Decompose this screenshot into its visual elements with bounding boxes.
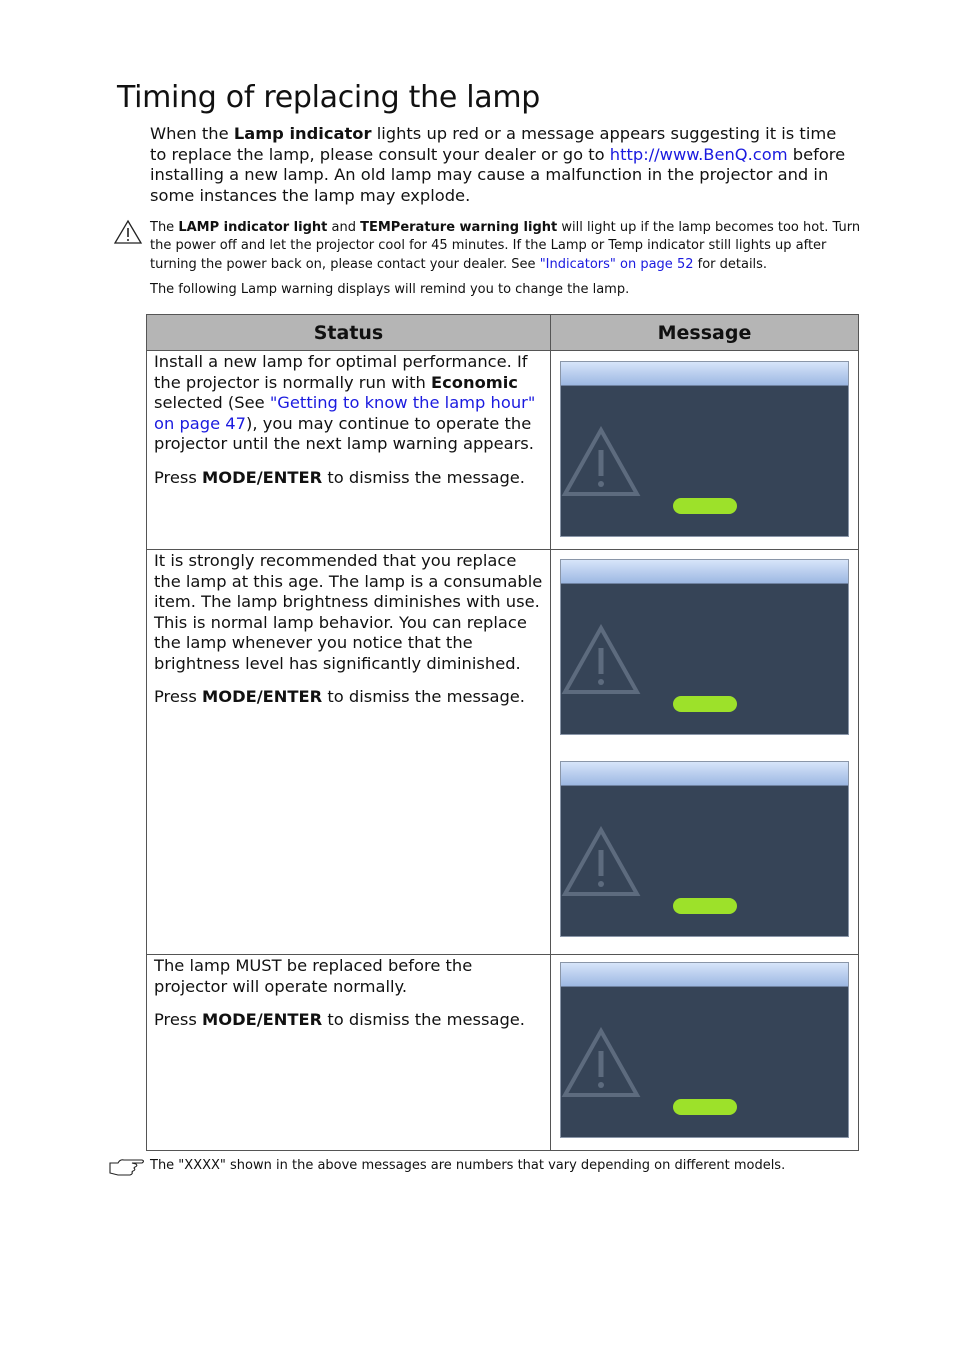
lamp-warning-osd	[560, 559, 849, 735]
benq-website-link[interactable]: http://www.BenQ.com	[609, 144, 788, 164]
economic-mode-term: Economic	[431, 372, 518, 392]
mode-enter-key: MODE/ENTER	[202, 687, 323, 706]
osd-ok-button	[673, 898, 737, 914]
caution-paragraph	[150, 219, 862, 274]
osd-title-bar	[561, 762, 848, 786]
status-cell	[147, 351, 551, 550]
status-description: It is strongly recommended that you replace the lamp at this age. The lamp is a consumable item. The lamp brightness diminishes with use. This is normal lamp behavior. You can replace the lamp whenever you notice that the brightness level has significantly diminished.	[154, 551, 543, 673]
dismiss-instruction	[154, 468, 543, 489]
table-row	[147, 955, 859, 1151]
intro-text: lights up red or a message appears suggesting it is time to replace the lamp, please consult your dealer or go to	[150, 124, 837, 164]
intro-paragraph	[150, 124, 850, 206]
status-description	[154, 352, 543, 455]
osd-ok-button	[673, 498, 737, 514]
osd-title-bar	[561, 362, 848, 386]
status-text: ), you may continue to operate the projector until the next lamp warning appears.	[154, 413, 534, 453]
indicators-page-link[interactable]: "Indicators" on page 52	[539, 256, 694, 272]
footnote: The "XXXX" shown in the above messages are numbers that vary depending on different models.	[150, 1158, 786, 1173]
temp-warning-light-term: TEMPerature warning light	[360, 220, 558, 235]
osd-title-bar	[561, 963, 848, 987]
caution-text: will light up if the lamp becomes too hot. Turn the power off and let the projector cool for 45 minutes. If the Lamp or Temp indicator still lights up after turning the power back on, please contact your dealer. See	[150, 220, 861, 272]
status-text: selected (See	[154, 393, 270, 412]
lamp-warning-osd	[560, 962, 849, 1138]
lamp-indicator-term: Lamp indicator	[233, 124, 372, 143]
warning-triangle-icon	[561, 624, 641, 696]
press-text: Press	[154, 687, 203, 706]
caution-icon	[113, 219, 143, 245]
press-text: to dismiss the message.	[322, 467, 525, 487]
message-cell	[551, 351, 859, 550]
caution-text: and	[327, 220, 361, 235]
mode-enter-key: MODE/ENTER	[202, 467, 323, 487]
osd-ok-button	[673, 696, 737, 712]
lamp-warning-osd	[560, 761, 849, 937]
message-cell	[551, 955, 859, 1151]
dismiss-instruction	[154, 687, 543, 708]
mode-enter-key: MODE/ENTER	[202, 1010, 323, 1029]
dismiss-instruction	[154, 1010, 543, 1031]
lamp-indicator-light-term: LAMP indicator light	[178, 220, 328, 235]
caution-text: The	[150, 220, 179, 235]
press-text: to dismiss the message.	[322, 1010, 525, 1029]
lead-sentence: The following Lamp warning displays will remind you to change the lamp.	[150, 282, 630, 297]
press-text: Press	[154, 1010, 203, 1029]
osd-title-bar	[561, 560, 848, 584]
table-header-row	[147, 315, 859, 351]
intro-text: before installing a new lamp. An old lamp may cause a malfunction in the projector and in some instances the lamp may explode.	[150, 144, 846, 205]
pointing-hand-icon	[108, 1157, 146, 1177]
intro-text: When the	[150, 124, 234, 143]
press-text: to dismiss the message.	[322, 687, 525, 706]
osd-ok-button	[673, 1099, 737, 1115]
page-title: Timing of replacing the lamp	[117, 80, 541, 115]
status-description: The lamp MUST be replaced before the projector will operate normally.	[154, 956, 473, 996]
status-cell	[147, 955, 551, 1151]
status-cell	[147, 550, 551, 955]
warning-triangle-icon	[561, 826, 641, 898]
press-text: Press	[154, 467, 203, 487]
lamp-hour-page-link[interactable]: "Getting to know the lamp hour" on page 47	[154, 393, 536, 433]
warning-triangle-icon	[561, 1027, 641, 1099]
lamp-warning-osd	[560, 361, 849, 537]
table-row	[147, 351, 859, 550]
lamp-warning-table	[146, 314, 859, 1151]
table-row	[147, 550, 859, 955]
message-column-header: Message	[551, 315, 859, 351]
message-cell	[551, 550, 859, 955]
warning-triangle-icon	[561, 426, 641, 498]
status-column-header: Status	[147, 315, 551, 351]
status-text: Install a new lamp for optimal performance. If the projector is normally run with	[154, 352, 528, 392]
caution-text: for details.	[693, 256, 768, 272]
